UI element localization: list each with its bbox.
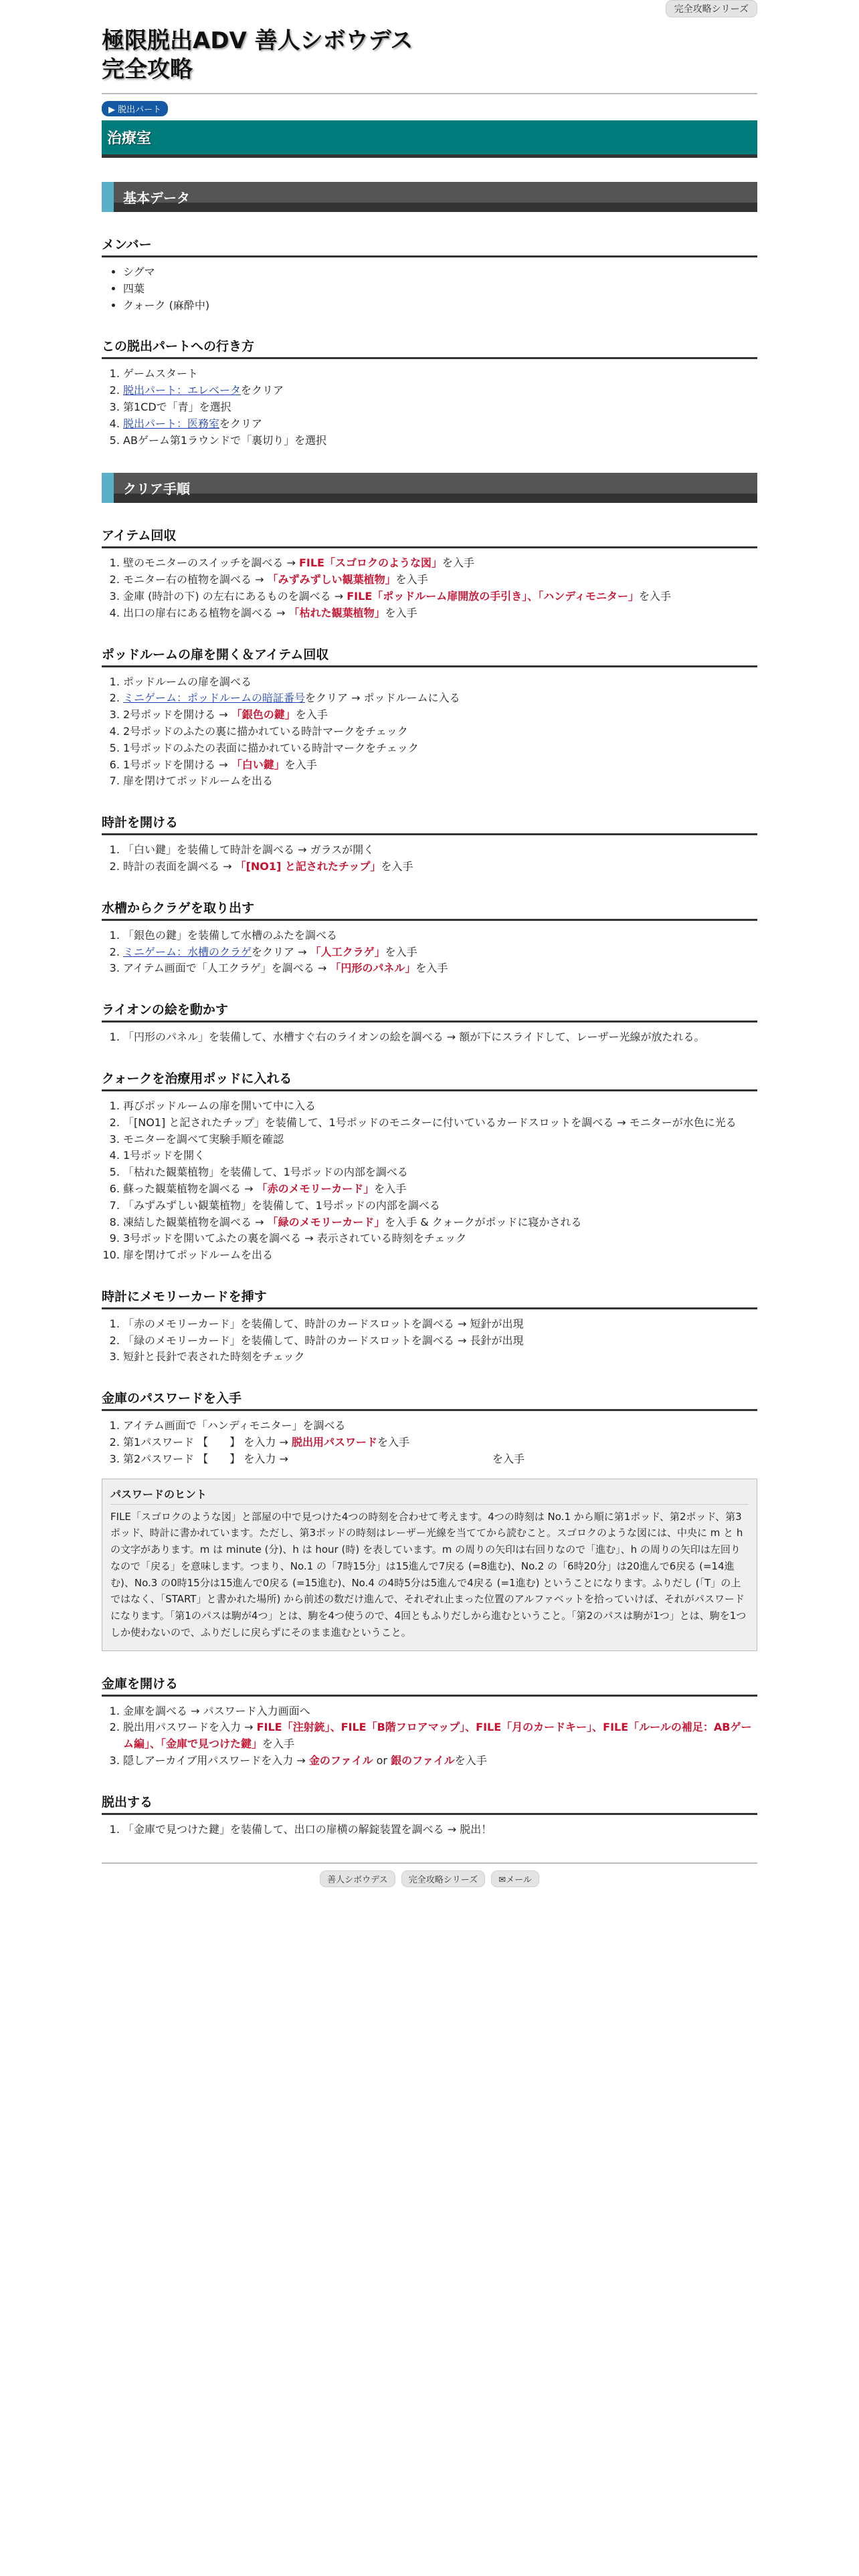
step-text: を入手	[395, 573, 428, 586]
step-text: 3号ポッドを開いてふたの裏を調べる → 表示されている時刻をチェック	[123, 1232, 467, 1245]
step-item-name: 金のファイル	[308, 1754, 373, 1767]
step-item-name: 「緑のメモリーカード」	[267, 1215, 385, 1228]
step-text: 2号ポッドのふたの裏に描かれている時計マークをチェック	[123, 724, 408, 738]
quark-heading: クォークを治療用ポッドに入れる	[102, 1069, 757, 1091]
part-badge[interactable]: ▶ 脱出パート	[102, 101, 168, 116]
step-item	[123, 1719, 757, 1753]
step-item	[123, 690, 757, 707]
footer-link-mail[interactable]: ✉メール	[491, 1870, 539, 1887]
step-link[interactable]: ミニゲーム：ポッドルームの暗証番号	[123, 691, 306, 705]
step-item-name: FILE「ポッドルーム扉開放の手引き」、「ハンディモニター」	[347, 589, 639, 603]
step-text: 「緑のメモリーカード」を装備して、時計のカードスロットを調べる → 長針が出現	[123, 1333, 524, 1347]
step-item	[123, 773, 757, 790]
step-item-name: 「白い鍵」	[231, 758, 285, 771]
step-item	[123, 1098, 757, 1115]
step-text: 「みずみずしい観葉植物」を装備して、1号ポッドの内部を調べる	[123, 1198, 440, 1212]
pw-heading: 金庫のパスワードを入手	[102, 1388, 757, 1411]
password-section	[102, 1388, 757, 1467]
step-text: 「[NO1] と記されたチップ」を装備して、1号ポッドのモニターに付いているカードスロットを調べる → モニターが水色に光る	[123, 1115, 737, 1129]
step-text: を入手	[385, 606, 417, 619]
step-text: 第2パスワード 【 】 を入力 →	[123, 1452, 292, 1465]
clock-list	[102, 842, 757, 875]
step-item	[123, 842, 757, 859]
step-text: をクリア →	[252, 945, 310, 958]
step-text: を入手	[492, 1452, 524, 1465]
step-item-name: FILE「スゴロクのような図」	[298, 556, 442, 570]
jelly-heading: 水槽からクラゲを取り出す	[102, 898, 757, 921]
step-text: アイテム画面で「ハンディモニター」を調べる	[123, 1419, 346, 1432]
step-text: 蘇った観葉植物を調べる →	[123, 1182, 257, 1195]
jelly-list	[102, 928, 757, 977]
section-clear-steps: クリア手順	[102, 473, 757, 503]
step-item	[123, 1753, 757, 1769]
pw-list	[102, 1418, 757, 1467]
route-list	[102, 366, 757, 449]
series-tag-link[interactable]: 完全攻略シリーズ	[666, 0, 757, 17]
footer-link-series[interactable]: 完全攻略シリーズ	[401, 1870, 485, 1887]
step-item	[123, 1316, 757, 1333]
step-text: 1号ポッドのふたの表面に描かれている時計マークをチェック	[123, 741, 419, 754]
step-text: を入手	[374, 1182, 407, 1195]
step-item-name: 「みずみずしい観葉植物」	[267, 573, 396, 586]
title-line-2: 完全攻略	[102, 56, 193, 83]
footer-divider	[102, 1862, 757, 1864]
step-text: 2号ポッドを開ける →	[123, 708, 231, 722]
memory-heading: 時計にメモリーカードを挿す	[102, 1287, 757, 1309]
route-text: をクリア	[219, 417, 263, 430]
step-item	[123, 707, 757, 724]
step-text: 1号ポッドを開く	[123, 1149, 205, 1162]
step-item-name: 「人工クラゲ」	[310, 945, 385, 958]
step-text: 壁のモニターのスイッチを調べる →	[123, 556, 299, 570]
route-item	[123, 399, 757, 416]
step-item	[123, 1198, 757, 1214]
step-item	[123, 1434, 757, 1451]
footer-links	[102, 1870, 757, 1887]
route-heading: この脱出パートへの行き方	[102, 336, 757, 359]
step-item	[123, 960, 757, 977]
room-name-bar: 治療室	[102, 120, 757, 158]
step-item	[123, 944, 757, 961]
step-text: モニター右の植物を調べる →	[123, 573, 268, 586]
step-text: 「銀色の鍵」を装備して水槽のふたを調べる	[123, 928, 338, 942]
step-item-name: FILE「注射銃」、FILE「B階フロアマップ」、FILE「月のカードキー」、FILE「ルールの補足：ABゲーム編」、「金庫で見つけた鍵」	[123, 1721, 752, 1751]
step-item	[123, 605, 757, 622]
pod-list	[102, 674, 757, 790]
route-link-infirmary[interactable]: 脱出パート：医務室	[123, 417, 220, 430]
escape-section	[102, 1792, 757, 1838]
step-text: を入手	[295, 708, 328, 722]
memory-list	[102, 1316, 757, 1366]
member-item: • クォーク (麻酔中)	[123, 298, 757, 314]
step-text: を入手	[284, 758, 317, 771]
step-link[interactable]: ミニゲーム：水槽のクラゲ	[123, 945, 252, 958]
step-text: 再びポッドルームの扉を開いて中に入る	[123, 1099, 316, 1112]
step-item	[123, 555, 757, 572]
step-item	[123, 757, 757, 774]
title-divider	[102, 93, 757, 94]
route-text: をクリア	[241, 384, 284, 397]
step-item	[123, 724, 757, 740]
escape-heading: 脱出する	[102, 1792, 757, 1815]
items-list	[102, 555, 757, 621]
step-text: 「円形のパネル」を装備して、水槽すぐ右のライオンの絵を調べる → 額が下にスライドして、レーザー光線が放たれる。	[123, 1031, 705, 1044]
step-text: 扉を閉けてポッドルームを出る	[123, 1249, 274, 1262]
route-link-elevator[interactable]: 脱出パート：エレベータ	[123, 384, 242, 397]
footer-link-game[interactable]: 善人シボウデス	[320, 1870, 395, 1887]
pod-section	[102, 645, 757, 790]
members-list	[102, 264, 757, 314]
step-item	[123, 1132, 757, 1148]
step-text: 扉を閉けてポッドルームを出る	[123, 774, 274, 788]
step-text: を入手	[381, 859, 413, 873]
safe-heading: 金庫を開ける	[102, 1674, 757, 1697]
pod-heading: ポッドルームの扉を開く＆アイテム回収	[102, 645, 757, 667]
step-item	[123, 1214, 757, 1231]
step-item	[123, 1451, 757, 1468]
step-item	[123, 1349, 757, 1366]
page	[102, 0, 757, 1887]
part-badge-wrap	[102, 101, 757, 120]
route-item	[123, 366, 757, 383]
route-item	[123, 433, 757, 449]
step-text: 「赤のメモリーカード」を装備して、時計のカードスロットを調べる → 短針が出現	[123, 1317, 524, 1330]
route-text: ABゲーム第1ラウンドで「裏切り」を選択	[123, 433, 327, 447]
step-item	[123, 1333, 757, 1350]
step-item-name: 「円形のパネル」	[330, 962, 416, 975]
step-text: 出口の扉右にある植物を調べる →	[123, 606, 289, 619]
members-heading: メンバー	[102, 235, 757, 257]
lion-heading: ライオンの絵を動かす	[102, 1000, 757, 1023]
step-text: 短針と長針で表された時刻をチェック	[123, 1350, 305, 1364]
step-text: を入手	[377, 1436, 409, 1449]
route-item	[123, 416, 757, 433]
step-text: 「白い鍵」を装備して時計を調べる → ガラスが開く	[123, 843, 375, 857]
jellyfish-section	[102, 898, 757, 977]
step-text: を入手 & クォークがポッドに寝かされる	[385, 1215, 582, 1228]
step-text: をクリア → ポッドルームに入る	[305, 691, 460, 705]
step-text: を入手	[454, 1754, 487, 1767]
member-item: • シグマ	[123, 264, 757, 281]
step-item	[123, 928, 757, 944]
step-item	[123, 1148, 757, 1164]
section-basic-data: 基本データ	[102, 182, 757, 212]
step-text: 脱出用パスワードを入力 →	[123, 1721, 257, 1734]
password-hint-box	[102, 1479, 757, 1651]
step-item	[123, 1247, 757, 1264]
route-text: ゲームスタート	[123, 367, 199, 381]
step-text: 時計の表面を調べる →	[123, 859, 235, 873]
step-item-name: 「枯れた観葉植物」	[288, 606, 385, 619]
step-item	[123, 1115, 757, 1132]
step-item-name: 「銀色の鍵」	[231, 708, 296, 722]
quark-section	[102, 1069, 757, 1264]
hint-text: FILE「スゴロクのような図」と部屋の中で見つけた4つの時刻を合わせて考えます。4つの時刻は No.1 から順に第1ポッド、第2ポッド、第3ポッド、時計に書かれています。ただし、第3ポッドの時刻はレーザー光線を当ててから読むこと。スゴロクのような図には、中央に m と h の文字があります。m は minute (分)、h は hour (時) を表しています。m の周りの矢印は右回りなので「進む」、h の周りの矢印は左回りなので「戻る」を意味します。つまり、No.1 の「7時15分」は15進んで7戻る (=8進む)、No.2 の「6時20分」は20進んで6戻る (=14進む)、No.3 の0時15分は15進んで0戻る (=15進む)、No.4 の4時5分は5進んで4戻る (=1進む) ということになります。ふりだし (「T」の上ではなく、「START」と書かれた場所) から前述の数だけ進んで、それぞれ止まった位置のアルファベットを拾っていけば、それがパスワードになります。「第1のパスは駒が4つ」とは、駒を4つ使うので、4回ともふりだしから進むということ。「第2のパスは駒が1つ」とは、駒を1つしか使わないので、ふりだしに戻らずにそのまま進むということ。	[110, 1510, 747, 1638]
step-item	[123, 1703, 757, 1720]
step-item	[123, 1181, 757, 1198]
safe-section	[102, 1674, 757, 1769]
step-text: 1号ポッドを開ける →	[123, 758, 231, 771]
step-item	[123, 1029, 757, 1046]
step-text: を入手	[638, 589, 671, 603]
step-item	[123, 859, 757, 875]
hint-title: パスワードのヒント	[110, 1486, 749, 1505]
step-item-name: 脱出用パスワード	[291, 1436, 377, 1449]
step-item	[123, 588, 757, 605]
items-heading: アイテム回収	[102, 526, 757, 548]
route-item	[123, 383, 757, 399]
step-text: を入手	[262, 1737, 295, 1751]
step-item	[123, 740, 757, 757]
step-item-name: 「[NO1] と記されたチップ」	[235, 859, 381, 873]
step-item-name: 銀のファイル	[391, 1754, 455, 1767]
step-item	[123, 1822, 757, 1838]
step-text: 第1パスワード 【 】 を入力 →	[123, 1436, 292, 1449]
items-section	[102, 526, 757, 621]
step-text: ポッドルームの扉を調べる	[123, 675, 252, 688]
step-item	[123, 572, 757, 588]
memory-section	[102, 1287, 757, 1366]
step-text: 隠しアーカイブ用パスワードを入力 →	[123, 1754, 309, 1767]
step-text: を入手	[385, 945, 417, 958]
step-item-name: 「赤のメモリーカード」	[256, 1182, 375, 1195]
step-text: or	[373, 1754, 391, 1767]
escape-list	[102, 1822, 757, 1838]
safe-list	[102, 1703, 757, 1769]
clock-section	[102, 813, 757, 875]
step-text: 金庫を調べる → パスワード入力画面へ	[123, 1704, 310, 1717]
step-text: を入手	[442, 556, 474, 570]
step-text: モニターを調べて実験手順を確認	[123, 1132, 284, 1146]
step-text: 「枯れた観葉植物」を装備して、1号ポッドの内部を調べる	[123, 1166, 408, 1179]
lion-section	[102, 1000, 757, 1046]
page-title	[102, 0, 757, 84]
step-text: アイテム画面で「人工クラゲ」を調べる →	[123, 962, 330, 975]
member-item: • 四葉	[123, 281, 757, 298]
step-item	[123, 674, 757, 691]
step-item	[123, 1418, 757, 1434]
step-item	[123, 1164, 757, 1181]
step-text: 「金庫で見つけた鍵」を装備して、出口の扉横の解錠装置を調べる → 脱出！	[123, 1822, 492, 1836]
step-text: 金庫 (時計の下) の左右にあるものを調べる →	[123, 589, 347, 603]
quark-list	[102, 1098, 757, 1264]
clock-heading: 時計を開ける	[102, 813, 757, 835]
title-line-1: 極限脱出ADV 善人シボウデス	[102, 27, 413, 54]
step-text: 凍結した観葉植物を調べる →	[123, 1215, 268, 1228]
lion-list	[102, 1029, 757, 1046]
route-text: 第1CDで「青」を選択	[123, 400, 231, 413]
step-text: を入手	[415, 962, 448, 975]
step-item	[123, 1230, 757, 1247]
